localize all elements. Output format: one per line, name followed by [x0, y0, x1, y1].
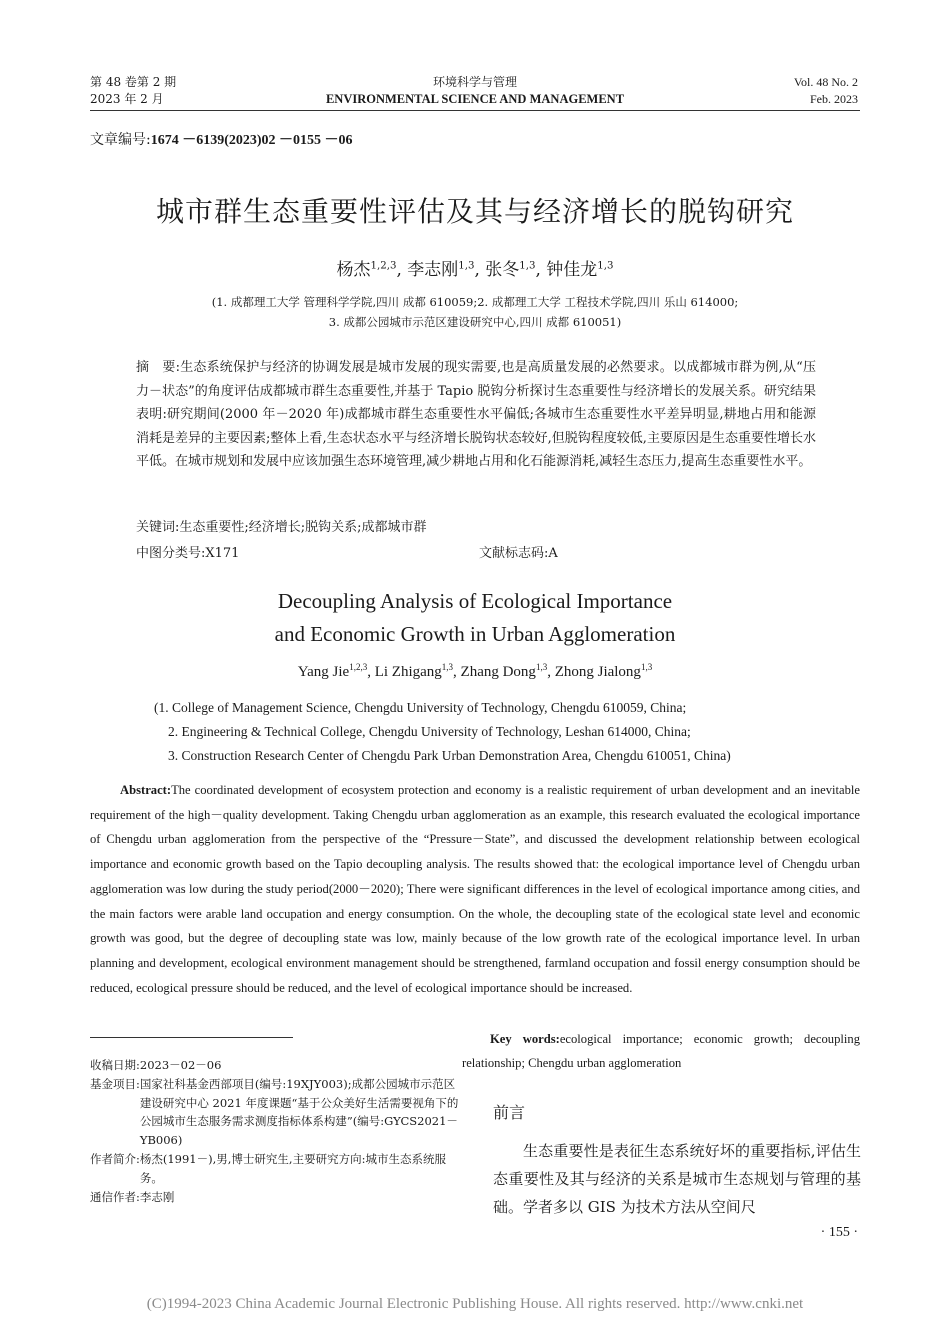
- footnote-funding: [90, 1075, 460, 1150]
- abstract-cn: 摘 要:生态系统保护与经济的协调发展是城市发展的现实需要,也是高质量发展的必然要求。以成都城市群为例,从“压力－状态”的角度评估成都城市群生态重要性,并基于 Tapio 脱钩分析探讨生态重要性与经济增长的发展关系。研究结果表明:研究期间(2000 年－2020 年)成都城市群生态重要性水平偏低;各城市生态重要性水平差异明显,耕地占用和能源消耗是差异的主要因素;整体上看,生态状态水平与经济增长脱钩状态较好,但脱钩程度较低,主要原因是生态重要性增长水平低。在城市规划和发展中应该加强生态环境管理,减少耕地占用和化石能源消耗,减轻生态压力,提高生态重要性水平。: [136, 360, 816, 469]
- header-volume-issue: 第 48 卷第 2 期: [90, 75, 177, 89]
- classification-number: 中图分类号:X171: [136, 546, 240, 561]
- author-separator: ,: [453, 664, 461, 680]
- keywords-en: [462, 1027, 860, 1075]
- title-en-line: and Economic Growth in Urban Agglomeration: [274, 622, 676, 646]
- header-right: [794, 74, 858, 108]
- journal-name-cn: 环境科学与管理: [432, 75, 517, 89]
- author-separator: ,: [396, 260, 402, 280]
- article-number-value: 1674 －6139(2023)02 －0155 －06: [150, 133, 353, 148]
- author-affil-sup: 1,3: [441, 662, 454, 672]
- keywords-en-text: ecological importance; economic growth; decoupling relationship; Chengdu urban agglomeration: [462, 1032, 860, 1070]
- keywords-en-label: Key words:: [490, 1032, 560, 1046]
- author-name-en: Zhang Dong: [460, 664, 536, 680]
- affiliation-line: (1. 成都理工大学 管理科学学院,四川 成都 610059;2. 成都理工大学 工程技术学院,四川 乐山 614000;: [211, 295, 739, 309]
- affiliation-en-line: 2. Engineering & Technical College, Chengdu University of Technology, Leshan 614000, China;: [168, 724, 691, 739]
- footnote-text: 国家社科基金西部项目(编号:19XJY003);成都公园城市示范区建设研究中心 2021 年度课题“基于公众美好生活需要视角下的公园城市生态服务需求测度指标体系构建”(编号:GYCS2021－YB006): [139, 1076, 459, 1148]
- header-date: 2023 年 2 月: [90, 92, 164, 106]
- abstract-en-text: The coordinated development of ecosystem protection and economy is a realistic requirement of urban development and an inevitable requirement of the high－quality development. Taking Chengdu urban agglomeration as an example, this research evaluated the ecological importance of Chengdu urban agglomeration from the perspective of the “Pressure－State”, and discussed the development relationship between ecological importance and economic growth based on the Tapio decoupling analysis. The results showed that: the ecological importance level of Chengdu urban agglomeration was low during the study period(2000－2020); There were significant differences in the level of ecological importance among cities, and the main factors were arable land occupation and energy consumption. On the whole, the decoupling state of the ecological state level and economic growth was good, but the degree of decoupling state was low, mainly because of the low growth rate of the ecological importance level. In urban planning and development, ecological environment management should be strengthened, farmland occupation and fossil energy consumption should be reduced, ecological pressure should be reduced, and the level of ecological importance should be increased.: [90, 783, 860, 995]
- title-en-line: Decoupling Analysis of Ecological Importance: [277, 589, 673, 613]
- intro-paragraph: 生态重要性是表征生态系统好坏的重要指标,评估生态重要性及其与经济的关系是城市生态规划与管理的基础。学者多以 GIS 为技术方法从空间尺: [493, 1142, 861, 1216]
- intro-body: [493, 1137, 861, 1221]
- author-list: [0, 255, 950, 280]
- article-number: [90, 129, 353, 149]
- author-name-en: Zhong Jialong: [554, 664, 641, 680]
- header-date-en: Feb. 2023: [810, 92, 858, 106]
- footnote-label: 作者简介:: [90, 1151, 140, 1166]
- affiliations-en: [154, 696, 731, 768]
- page-number: · 155 ·: [820, 1225, 858, 1240]
- author-name: 钟佳龙: [546, 260, 598, 280]
- author-affil-sup: 1,3: [535, 662, 548, 672]
- journal-name-en: ENVIRONMENTAL SCIENCE AND MANAGEMENT: [325, 92, 625, 106]
- header-rule: [90, 110, 860, 111]
- author-name: 张冬: [485, 260, 520, 280]
- affiliation-en-line: 3. Construction Research Center of Chengdu Park Urban Demonstration Area, Chengdu 610051, China): [168, 748, 731, 763]
- author-name-en: Yang Jie: [297, 664, 350, 680]
- section-heading: 前言: [493, 1103, 526, 1122]
- footnote-label: 基金项目:: [90, 1076, 140, 1091]
- footnotes: [90, 1056, 460, 1206]
- copyright-notice: (C)1994-2023 China Academic Journal Electronic Publishing House. All rights reserved. http://www.cnki.net: [146, 1296, 804, 1312]
- author-separator: ,: [474, 260, 480, 280]
- author-affil-sup: 1,3: [597, 260, 614, 272]
- keywords-cn: 关键词:生态重要性;经济增长;脱钩关系;成都城市群: [136, 520, 427, 535]
- author-separator: ,: [547, 664, 555, 680]
- footnote-text: 李志刚: [139, 1189, 175, 1204]
- abstract-en-label: Abstract:: [120, 783, 172, 797]
- paper-title: 城市群生态重要性评估及其与经济增长的脱钩研究: [155, 195, 794, 228]
- abstract-en: [90, 778, 860, 1000]
- footnote-label: 收稿日期:: [90, 1058, 140, 1072]
- footnote-text: 2023－02－06: [139, 1058, 222, 1072]
- author-name: 李志刚: [407, 260, 459, 280]
- author-separator: ,: [367, 664, 375, 680]
- author-name-en: Li Zhigang: [374, 664, 442, 680]
- author-name: 杨杰: [336, 260, 371, 280]
- header-volume-en: Vol. 48 No. 2: [793, 75, 858, 89]
- footnote-author-bio: [90, 1150, 460, 1188]
- affiliation-en-line: (1. College of Management Science, Chengdu University of Technology, Chengdu 610059, China;: [154, 700, 687, 715]
- paper-title-en: [0, 585, 950, 651]
- affiliation-line: 3. 成都公园城市示范区建设研究中心,四川 成都 610051): [328, 315, 622, 329]
- author-affil-sup: 1,3: [458, 260, 475, 272]
- footnote-label: 通信作者:: [90, 1189, 140, 1204]
- footnote-rule: [90, 1037, 293, 1038]
- author-affil-sup: 1,3: [640, 662, 653, 672]
- article-number-label: 文章编号:: [90, 132, 151, 148]
- footnote-received: [90, 1056, 460, 1075]
- author-list-en: [0, 662, 950, 681]
- author-affil-sup: 1,2,3: [370, 260, 397, 272]
- author-affil-sup: 1,3: [519, 260, 536, 272]
- author-separator: ,: [535, 260, 541, 280]
- document-code: 文献标志码:A: [479, 546, 558, 561]
- author-affil-sup: 1,2,3: [349, 662, 368, 672]
- affiliations: [0, 292, 950, 332]
- footnote-text: 杨杰(1991－),男,博士研究生,主要研究方向:城市生态系统服务。: [139, 1151, 446, 1185]
- footnote-corresponding: [90, 1188, 460, 1207]
